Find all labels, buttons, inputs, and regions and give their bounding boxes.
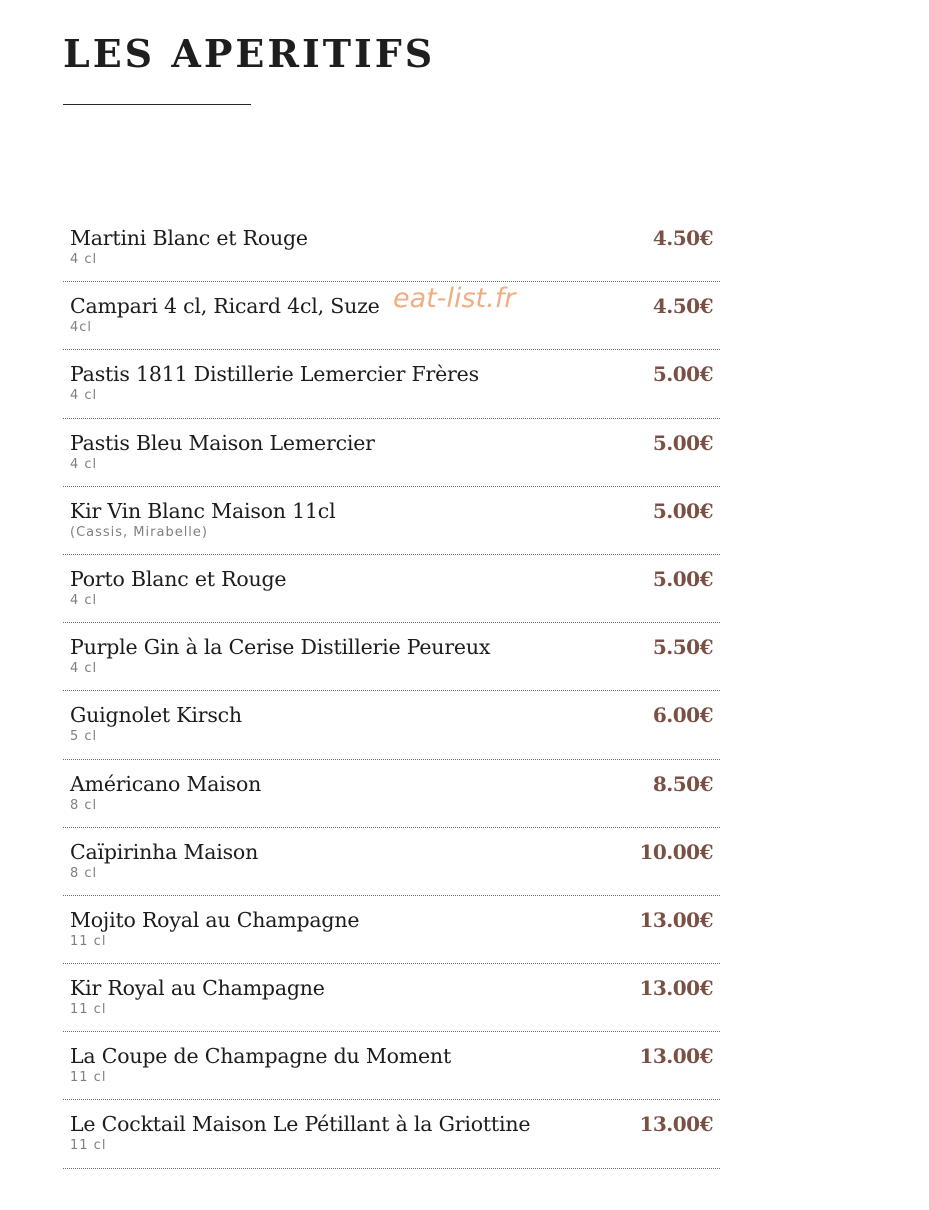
- menu-item: [63, 1100, 720, 1168]
- item-name: Le Cocktail Maison Le Pétillant à la Griottine: [70, 1112, 531, 1137]
- item-name: Caïpirinha Maison: [70, 839, 259, 864]
- item-volume: (Cassis, Mirabelle): [70, 524, 208, 540]
- item-price: 5.00€: [652, 566, 713, 591]
- item-volume: 8 cl: [70, 797, 98, 813]
- page-title: LES APERITIFS: [63, 31, 436, 76]
- menu-item: [63, 623, 720, 691]
- item-price: 10.00€: [639, 839, 713, 864]
- item-volume: 11 cl: [70, 1138, 107, 1154]
- watermark: eat-list.fr: [393, 283, 516, 314]
- item-volume: 5 cl: [70, 729, 98, 745]
- menu-item: [63, 1032, 720, 1100]
- item-volume: 4 cl: [70, 388, 98, 404]
- item-price: 5.00€: [652, 498, 713, 523]
- menu-item: [63, 964, 720, 1032]
- item-volume: 11 cl: [70, 1070, 107, 1086]
- menu-item: [63, 555, 720, 623]
- item-volume: 11 cl: [70, 933, 107, 949]
- item-volume: 4 cl: [70, 592, 98, 608]
- item-price: 13.00€: [639, 1044, 713, 1069]
- item-name: Porto Blanc et Rouge: [70, 566, 287, 591]
- item-name: Pastis Bleu Maison Lemercier: [70, 430, 375, 455]
- item-price: 5.00€: [652, 430, 713, 455]
- item-price: 4.50€: [652, 226, 713, 250]
- item-name: Mojito Royal au Champagne: [70, 907, 360, 932]
- title-underline: [63, 104, 251, 105]
- menu-list: [63, 214, 720, 1169]
- menu-item: [63, 214, 720, 282]
- item-price: 5.50€: [652, 635, 713, 660]
- item-name: Campari 4 cl, Ricard 4cl, Suze: [70, 294, 380, 319]
- item-name: Martini Blanc et Rouge: [70, 226, 308, 250]
- item-volume: 4 cl: [70, 456, 98, 472]
- menu-item: [63, 691, 720, 759]
- menu-item: [63, 487, 720, 555]
- menu-item: [63, 760, 720, 828]
- item-name: La Coupe de Champagne du Moment: [70, 1044, 451, 1069]
- item-volume: 4 cl: [70, 252, 98, 267]
- item-price: 8.50€: [652, 771, 713, 796]
- item-volume: 4 cl: [70, 661, 98, 677]
- item-name: Kir Royal au Champagne: [70, 976, 325, 1001]
- item-volume: 8 cl: [70, 865, 98, 881]
- item-volume: 4cl: [70, 320, 93, 336]
- item-name: Pastis 1811 Distillerie Lemercier Frères: [70, 362, 479, 387]
- item-name: Américano Maison: [70, 771, 262, 796]
- menu-item: [63, 828, 720, 896]
- item-name: Purple Gin à la Cerise Distillerie Peureux: [70, 635, 491, 660]
- item-name: Guignolet Kirsch: [70, 703, 242, 728]
- menu-item: [63, 350, 720, 418]
- item-volume: 11 cl: [70, 1002, 107, 1018]
- item-name: Kir Vin Blanc Maison 11cl: [70, 498, 336, 523]
- item-price: 13.00€: [639, 1112, 713, 1137]
- item-price: 5.00€: [652, 362, 713, 387]
- item-price: 13.00€: [639, 976, 713, 1001]
- menu-item: [63, 282, 720, 350]
- item-price: 6.00€: [652, 703, 713, 728]
- item-price: 4.50€: [652, 294, 713, 319]
- menu-item: [63, 896, 720, 964]
- item-price: 13.00€: [639, 907, 713, 932]
- menu-item: [63, 419, 720, 487]
